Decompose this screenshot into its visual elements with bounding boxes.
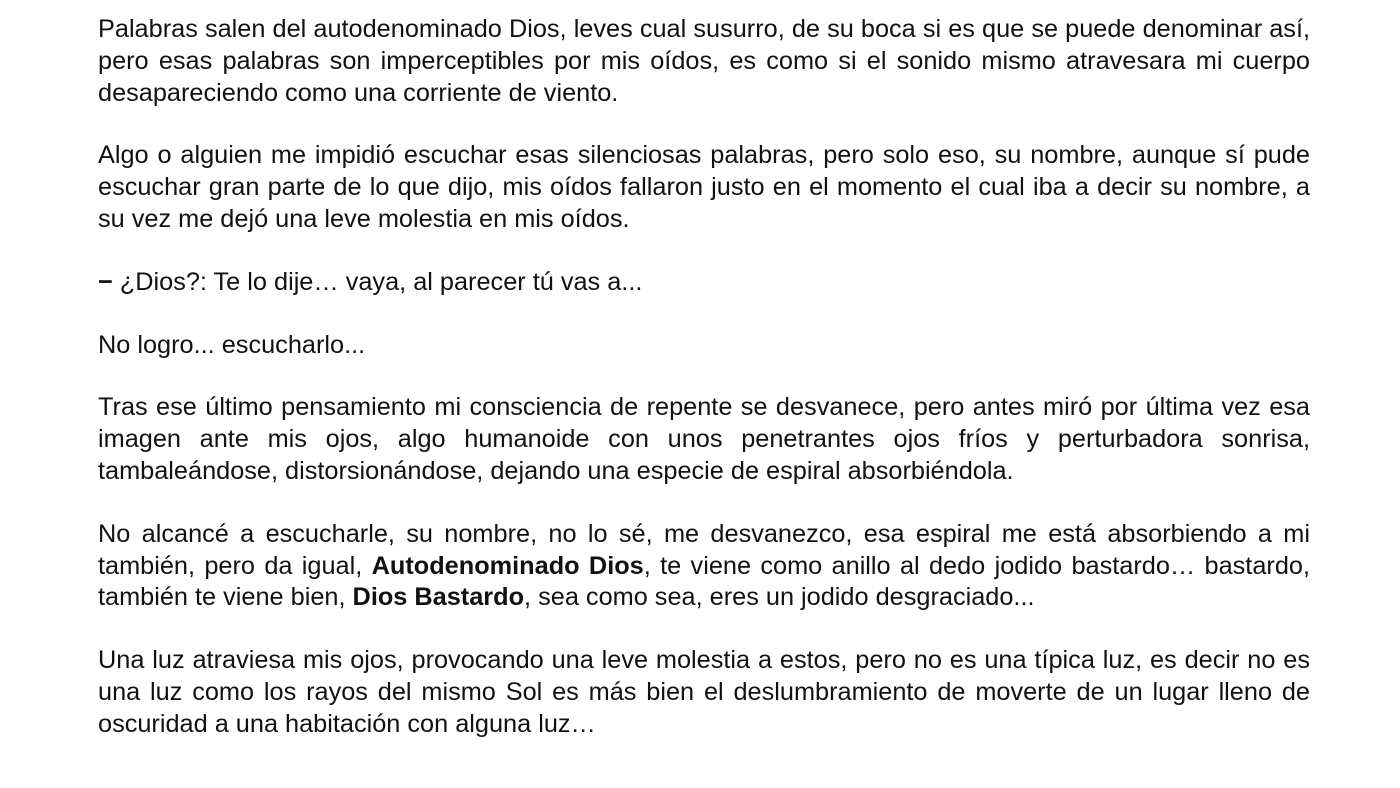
paragraph-1 — [98, 14, 1310, 109]
text-segment: ¿Dios?: Te lo dije… vaya, al parecer tú vas a... — [112, 267, 643, 296]
text-segment: , sea como sea, eres un jodido desgraciado... — [524, 583, 1035, 612]
paragraph-4 — [98, 330, 1310, 362]
bold-phrase: Dios Bastardo — [352, 583, 525, 612]
paragraph-7 — [98, 645, 1310, 740]
text-segment: No alcancé a escucharle, su nombre, no lo sé, me desvanezco, esa espiral me está absorbiendo a mi también, pero da igual, — [98, 519, 1310, 580]
dialogue-dash: − — [98, 267, 113, 296]
text-segment: , te viene como anillo al dedo jodido bastardo… bastardo, también te viene bien, — [98, 551, 1310, 612]
text-segment: Algo o alguien me impidió escuchar esas silenciosas palabras, pero solo eso, su nombre, aunque sí pude escuchar gran parte de lo que dijo, mis oídos fallaron justo en el momento el cual iba a decir su nombre, a su vez me dejó una leve molestia en mis oídos. — [98, 141, 1310, 233]
paragraph-2 — [98, 140, 1310, 235]
text-segment: No logro... escucharlo... — [98, 330, 366, 359]
paragraph-5 — [98, 392, 1310, 487]
text-segment: Palabras salen del autodenominado Dios, leves cual susurro, de su boca si es que se puede denominar así, pero esas palabras son imperceptibles por mis oídos, es como si el sonido mismo atravesara mi cuerpo desapareciendo como una corriente de viento. — [98, 15, 1310, 107]
bold-phrase: Autodenominado Dios — [371, 551, 644, 580]
dialogue-line — [98, 267, 1310, 299]
text-segment: Tras ese último pensamiento mi consciencia de repente se desvanece, pero antes miró por última vez esa imagen ante mis ojos, algo humanoide con unos penetrantes ojos fríos y perturbadora sonrisa, tambaleándose, distorsionándose, dejando una especie de espiral absorbiéndola. — [98, 393, 1310, 485]
paragraph-6 — [98, 519, 1310, 614]
text-segment: Una luz atraviesa mis ojos, provocando una leve molestia a estos, pero no es una típica luz, es decir no es una luz como los rayos del mismo Sol es más bien el deslumbramiento de moverte de un lugar lleno de oscuridad a una habitación con alguna luz… — [98, 646, 1310, 738]
document-page — [98, 14, 1310, 772]
